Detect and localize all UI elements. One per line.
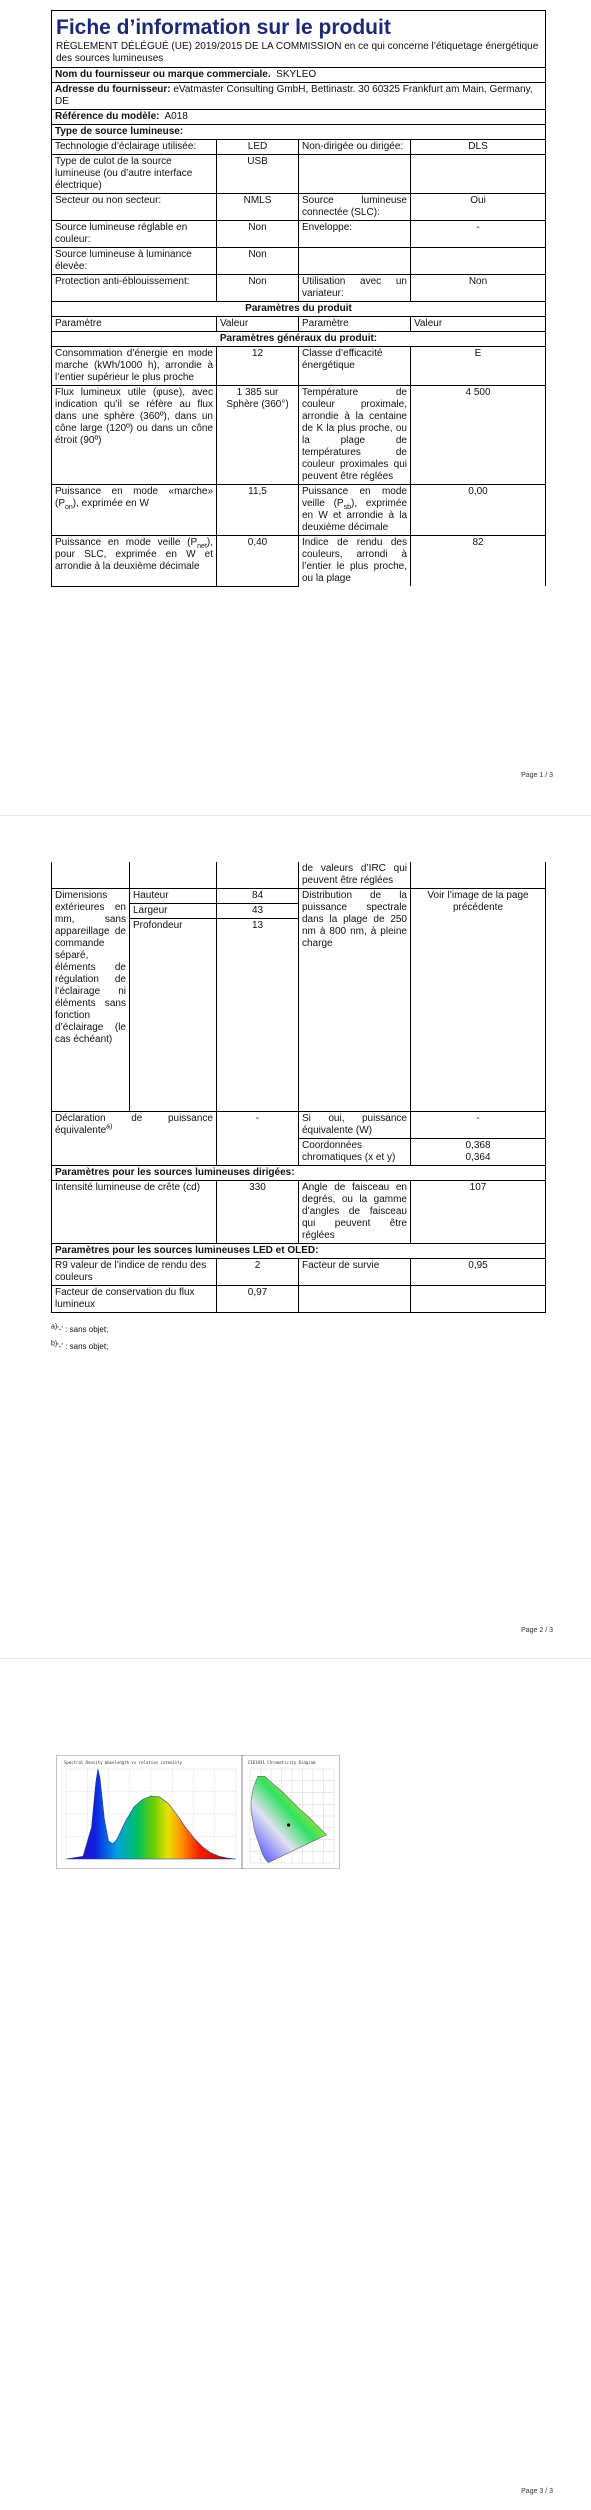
row-peak-intensity [52, 1181, 546, 1244]
depth-label: Profondeur [130, 919, 217, 1112]
params-header-row [52, 302, 546, 317]
empty-cell [411, 248, 546, 275]
row-lighting-tech [52, 140, 546, 155]
spectral-label: Distribution de la puissance spectrale dans la plage de 250 nm à 800 nm, à pleine charge [299, 889, 411, 1112]
row-lumen-maint [52, 1286, 546, 1313]
colour-tunable-value: Non [217, 221, 299, 248]
row-net-standby [52, 536, 546, 587]
row-energy [52, 347, 546, 386]
row-equiv-power [52, 1112, 546, 1139]
page-number: Page 2 / 3 [521, 1627, 553, 1634]
row-cap-type [52, 155, 546, 194]
empty-cell [299, 248, 411, 275]
survival-label: Facteur de survie [299, 1259, 411, 1286]
energy-value: 12 [217, 347, 299, 386]
height-value: 84 [217, 889, 299, 904]
supplier-name-cell [52, 68, 546, 83]
col-value-2: Valeur [411, 317, 546, 332]
params-columns-row [52, 317, 546, 332]
chart-title: CIE1931 Chromaticity Diagram [248, 1760, 316, 1765]
chromaticity-point [287, 1823, 290, 1826]
flux-value: 1 385 sur Sphère (360°) [217, 386, 299, 485]
directional-header-row [52, 1166, 546, 1181]
on-power-label: Puissance en mode «marche» $(P_{on})$, exprimée en W [52, 485, 217, 536]
chroma-x-value: 0,368 [465, 1140, 491, 1151]
supplier-address-cell [52, 83, 546, 110]
page-number: Page 1 / 3 [521, 772, 553, 779]
cri-label-part2: de valeurs d’IRC qui peuvent être réglées [299, 862, 411, 889]
row-cri-continued [52, 862, 546, 889]
dimensions-label: Dimensions extérieures en mm, sans appareillage de commande séparé, éléments de régulation de l’éclairage ni éléments sans fonction d’éclairage (le cas échéant) [52, 889, 130, 1112]
equiv-power-label: Déclaration de puissance équivalente$^{a)}$ [52, 1112, 217, 1166]
flux-label: Flux lumineux utile (φuse), avec indication qu’il se réfère au flux dans une sphère (360º), dans un cône large (120º) ou dans un cône étroit (90º) [52, 386, 217, 485]
peak-intensity-label: Intensité lumineuse de crête (cd) [52, 1181, 217, 1244]
page-title: Fiche d’information sur le produit [56, 16, 391, 39]
high-luminance-value: Non [217, 248, 299, 275]
efficiency-class-label: Classe d’efficacité énergétique [299, 347, 411, 386]
row-dimensions-height [52, 889, 546, 904]
chromaticity-marker [287, 1823, 290, 1826]
chroma-label: Coordonnées chromatiques (x et y) [299, 1139, 411, 1166]
beam-angle-label: Angle de faisceau en degrés, ou la gamme d’angles de faisceau qui peuvent être réglées [299, 1181, 411, 1244]
cct-label: Température de couleur proximale, arrondie à la centaine de K la plus proche, ou la plage de températures de couleur proximales qui peuvent être réglées [299, 386, 411, 485]
dimmable-value: Non [411, 275, 546, 302]
title-cell [52, 11, 546, 68]
page-1 [0, 0, 591, 790]
col-param-2: Paramètre [299, 317, 411, 332]
supplier-address-row [52, 83, 546, 110]
model-cell [52, 110, 546, 125]
cct-value: 4 500 [411, 386, 546, 485]
height-label: Hauteur [130, 889, 217, 904]
model-value: A018 [164, 111, 188, 122]
params-header: Paramètres du produit [52, 302, 546, 317]
model-label: Référence du modèle: [55, 111, 160, 122]
cap-type-label: Type de culot de la source lumineuse (ou d’autre interface électrique) [52, 155, 217, 194]
lumen-maint-label: Facteur de conservation du flux lumineux [52, 1286, 217, 1313]
page-number: Page 3 / 3 [521, 2488, 553, 2495]
high-luminance-label: Source lumineuse à luminance élevée: [52, 248, 217, 275]
directional-params-header: Paramètres pour les sources lumineuses dirigées: [52, 1166, 546, 1181]
col-param-1: Paramètre [52, 317, 217, 332]
spectral-density-chart [56, 1755, 242, 1869]
on-power-value: 11,5 [217, 485, 299, 536]
anti-glare-label: Protection anti-éblouissement: [52, 275, 217, 302]
equiv-power-w-label: Si oui, puissance équivalente (W) [299, 1112, 411, 1139]
equiv-power-w-value: - [411, 1112, 546, 1139]
empty-cell [411, 155, 546, 194]
empty-cell [299, 155, 411, 194]
cri-label-part1: Indice de rendu des couleurs, arrondi à l’entier le plus proche, ou la plage [299, 536, 411, 587]
type-header-row [52, 125, 546, 140]
equiv-power-value: - [217, 1112, 299, 1166]
product-info-table-part1 [51, 10, 546, 587]
energy-label: Consommation d’énergie en mode marche (kWh/1000 h), arrondie à l’entier supérieur le plus proche [52, 347, 217, 386]
footnote-a: $^{a)}$'-' : sans objet; [51, 1323, 109, 1334]
connected-label: Source lumineuse connectée (SLC): [299, 194, 411, 221]
footnotes [51, 1321, 108, 1355]
envelope-value: - [411, 221, 546, 248]
regulation-text: RÈGLEMENT DÉLÉGUÉ (UE) 2019/2015 DE LA COMMISSION en ce qui concerne l’étiquetage énergétique des sources lumineuses [56, 41, 539, 64]
led-header-row [52, 1244, 546, 1259]
envelope-label: Enveloppe: [299, 221, 411, 248]
page-separator [0, 1658, 591, 1659]
efficiency-class-value: E [411, 347, 546, 386]
supplier-name-row [52, 68, 546, 83]
supplier-address-value: eVatmaster Consulting GmbH, Bettinastr. 30 60325 Frankfurt am Main, Germany, DE [55, 84, 533, 107]
connected-value: Oui [411, 194, 546, 221]
row-r9 [52, 1259, 546, 1286]
page-3 [0, 1660, 591, 2510]
supplier-name-label: Nom du fournisseur ou marque commerciale. [55, 69, 271, 80]
standby-value: 0,00 [411, 485, 546, 536]
model-row [52, 110, 546, 125]
width-label: Largeur [130, 904, 217, 919]
empty-cell [411, 862, 546, 889]
non-directional-value: DLS [411, 140, 546, 155]
row-flux [52, 386, 546, 485]
dimmable-label: Utilisation avec un variateur: [299, 275, 411, 302]
net-standby-value: 0,40 [217, 536, 299, 587]
col-value-1: Valeur [217, 317, 299, 332]
empty-cell [130, 862, 217, 889]
general-header-row [52, 332, 546, 347]
lumen-maint-value: 0,97 [217, 1286, 299, 1313]
r9-label: R9 valeur de l’indice de rendu des couleurs [52, 1259, 217, 1286]
chroma-y-value: 0,364 [465, 1152, 491, 1163]
row-colour-tunable [52, 221, 546, 248]
general-params-header: Paramètres généraux du produit: [52, 332, 546, 347]
lighting-tech-label: Technologie d’éclairage utilisée: [52, 140, 217, 155]
led-params-header: Paramètres pour les sources lumineuses LED et OLED: [52, 1244, 546, 1259]
lighting-tech-value: LED [217, 140, 299, 155]
row-on-power [52, 485, 546, 536]
colour-tunable-label: Source lumineuse réglable en couleur: [52, 221, 217, 248]
title-row [52, 11, 546, 68]
row-mains [52, 194, 546, 221]
type-section-header: Type de source lumineuse: [52, 125, 546, 140]
row-anti-glare [52, 275, 546, 302]
empty-cell [217, 862, 299, 889]
mains-label: Secteur ou non secteur: [52, 194, 217, 221]
standby-label: Puissance en mode veille $(P_{sb})$, exprimée en W et arrondie à la deuxième décimale [299, 485, 411, 536]
spectral-value: Voir l’image de la page précédente [411, 889, 546, 1112]
supplier-name-value: SKYLEO [276, 69, 317, 80]
row-high-luminance [52, 248, 546, 275]
width-value: 43 [217, 904, 299, 919]
survival-value: 0,95 [411, 1259, 546, 1286]
beam-angle-value: 107 [411, 1181, 546, 1244]
empty-cell [411, 1286, 546, 1313]
supplier-address-label: Adresse du fournisseur: [55, 84, 171, 95]
empty-cell [299, 1286, 411, 1313]
empty-cell [52, 862, 130, 889]
cri-value: 82 [411, 536, 546, 587]
r9-value: 2 [217, 1259, 299, 1286]
product-info-table-part2 [51, 862, 546, 1313]
mains-value: NMLS [217, 194, 299, 221]
cie-chromaticity-chart [242, 1755, 340, 1869]
chroma-values [411, 1139, 546, 1166]
cap-type-value: USB [217, 155, 299, 194]
page-2 [0, 835, 591, 1655]
non-directional-label: Non-dirigée ou dirigée: [299, 140, 411, 155]
page-separator [0, 815, 591, 816]
chart-title: Spectral Density Wavelength vs relative intensity [64, 1760, 183, 1765]
depth-value: 13 [217, 919, 299, 1112]
peak-intensity-value: 330 [217, 1181, 299, 1244]
net-standby-label: Puissance en mode veille $(P_{net})$, pour SLC, exprimée en W et arrondie à la deuxième décimale [52, 536, 217, 587]
footnote-b: $^{b)}$'-' : sans objet; [51, 1340, 109, 1351]
anti-glare-value: Non [217, 275, 299, 302]
